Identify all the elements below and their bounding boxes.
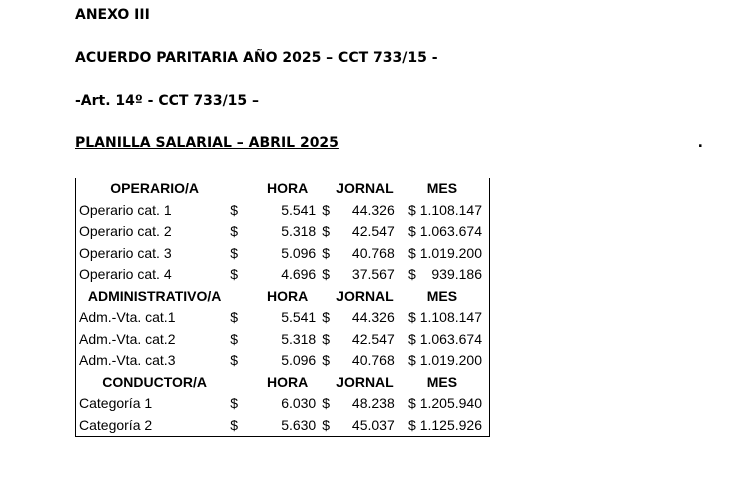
currency-sign: $ <box>230 266 239 282</box>
jornal-value: 42.547 <box>351 223 395 239</box>
mes-value: $ 1.019.200 <box>408 352 482 368</box>
section-header-row <box>76 178 490 200</box>
category-name: Operario cat. 2 <box>79 223 172 239</box>
currency-sign: $ <box>322 330 331 347</box>
table-row <box>76 264 490 286</box>
section-header-row <box>76 372 490 394</box>
section-title: ADMINISTRATIVO/A <box>87 287 222 304</box>
category-name: Operario cat. 1 <box>79 201 172 218</box>
category-name: Operario cat. 4 <box>79 266 172 282</box>
mes-value: $ 1.063.674 <box>408 330 482 347</box>
section-header-row <box>76 286 490 308</box>
currency-sign: $ <box>230 395 239 411</box>
currency-sign: $ <box>230 352 239 368</box>
jornal-value: 45.037 <box>335 415 395 437</box>
category-name: Adm.-Vta. cat.3 <box>79 352 176 368</box>
table-row <box>76 221 490 243</box>
hora-value: 5.096 <box>281 244 317 261</box>
col-mes-header: MES <box>426 373 458 390</box>
currency-sign: $ <box>230 201 239 218</box>
section-title: CONDUCTOR/A <box>102 373 208 390</box>
category-name: Categoría 2 <box>76 415 231 437</box>
mes-value: $ 1.108.147 <box>408 201 482 218</box>
col-hora-header: HORA <box>267 287 309 304</box>
table-row <box>76 350 490 372</box>
salary-table <box>75 178 490 437</box>
mes-value: $ 1.108.147 <box>408 309 482 325</box>
currency-sign: $ <box>322 352 331 368</box>
annex-heading: ANEXO III <box>75 7 150 23</box>
salary-sheet-title <box>75 135 703 151</box>
category-name: Categoría 1 <box>79 395 153 411</box>
jornal-value: 37.567 <box>351 266 395 282</box>
currency-sign: $ <box>322 201 331 218</box>
jornal-value: 44.326 <box>351 309 395 325</box>
hora-value: 5.541 <box>281 309 317 325</box>
col-hora-header: HORA <box>267 373 309 390</box>
currency-sign: $ <box>230 415 243 437</box>
col-mes-header: MES <box>426 287 458 304</box>
currency-sign: $ <box>322 309 331 325</box>
mes-value: $ 1.205.940 <box>408 395 482 411</box>
jornal-value: 44.326 <box>351 201 395 218</box>
col-mes-header: MES <box>426 180 458 196</box>
currency-sign: $ <box>230 330 239 347</box>
category-name: Operario cat. 3 <box>79 244 172 261</box>
currency-sign: $ <box>322 244 331 261</box>
currency-sign: $ <box>316 415 335 437</box>
col-jornal-header: JORNAL <box>336 287 394 304</box>
section-title: OPERARIO/A <box>110 180 199 196</box>
article-heading: -Art. 14º - CCT 733/15 – <box>75 93 260 109</box>
salary-sheet-title-text: PLANILLA SALARIAL – ABRIL 2025 <box>75 135 339 151</box>
jornal-value: 40.768 <box>351 244 395 261</box>
hora-value: 5.318 <box>281 330 317 347</box>
table-row <box>76 415 490 437</box>
currency-sign: $ <box>322 395 331 411</box>
currency-sign: $ <box>322 223 331 239</box>
table-row <box>76 200 490 222</box>
currency-sign: $ <box>230 309 239 325</box>
table-row <box>76 243 490 265</box>
hora-value: 5.096 <box>281 352 317 368</box>
mes-value: $ 939.186 <box>408 266 482 282</box>
hora-value: 6.030 <box>281 395 317 411</box>
currency-sign: $ <box>230 244 239 261</box>
jornal-value: 42.547 <box>351 330 395 347</box>
col-hora-header: HORA <box>267 180 309 196</box>
salary-sheet-title-end: . <box>697 135 703 151</box>
mes-value: $ 1.125.926 <box>395 415 490 437</box>
col-jornal-header: JORNAL <box>336 373 394 390</box>
col-jornal-header: JORNAL <box>336 180 394 196</box>
currency-sign: $ <box>230 223 239 239</box>
jornal-value: 40.768 <box>351 352 395 368</box>
mes-value: $ 1.063.674 <box>408 223 482 239</box>
table-row <box>76 393 490 415</box>
agreement-heading: ACUERDO PARITARIA AÑO 2025 – CCT 733/15 - <box>75 50 438 66</box>
category-name: Adm.-Vta. cat.1 <box>79 309 176 325</box>
table-row <box>76 307 490 329</box>
hora-value: 5.318 <box>281 223 317 239</box>
jornal-value: 48.238 <box>351 395 395 411</box>
currency-sign: $ <box>322 266 331 282</box>
hora-value: 4.696 <box>281 266 317 282</box>
table-row <box>76 329 490 351</box>
category-name: Adm.-Vta. cat.2 <box>79 330 176 347</box>
hora-value: 5.630 <box>243 415 316 437</box>
mes-value: $ 1.019.200 <box>408 244 482 261</box>
hora-value: 5.541 <box>281 201 317 218</box>
